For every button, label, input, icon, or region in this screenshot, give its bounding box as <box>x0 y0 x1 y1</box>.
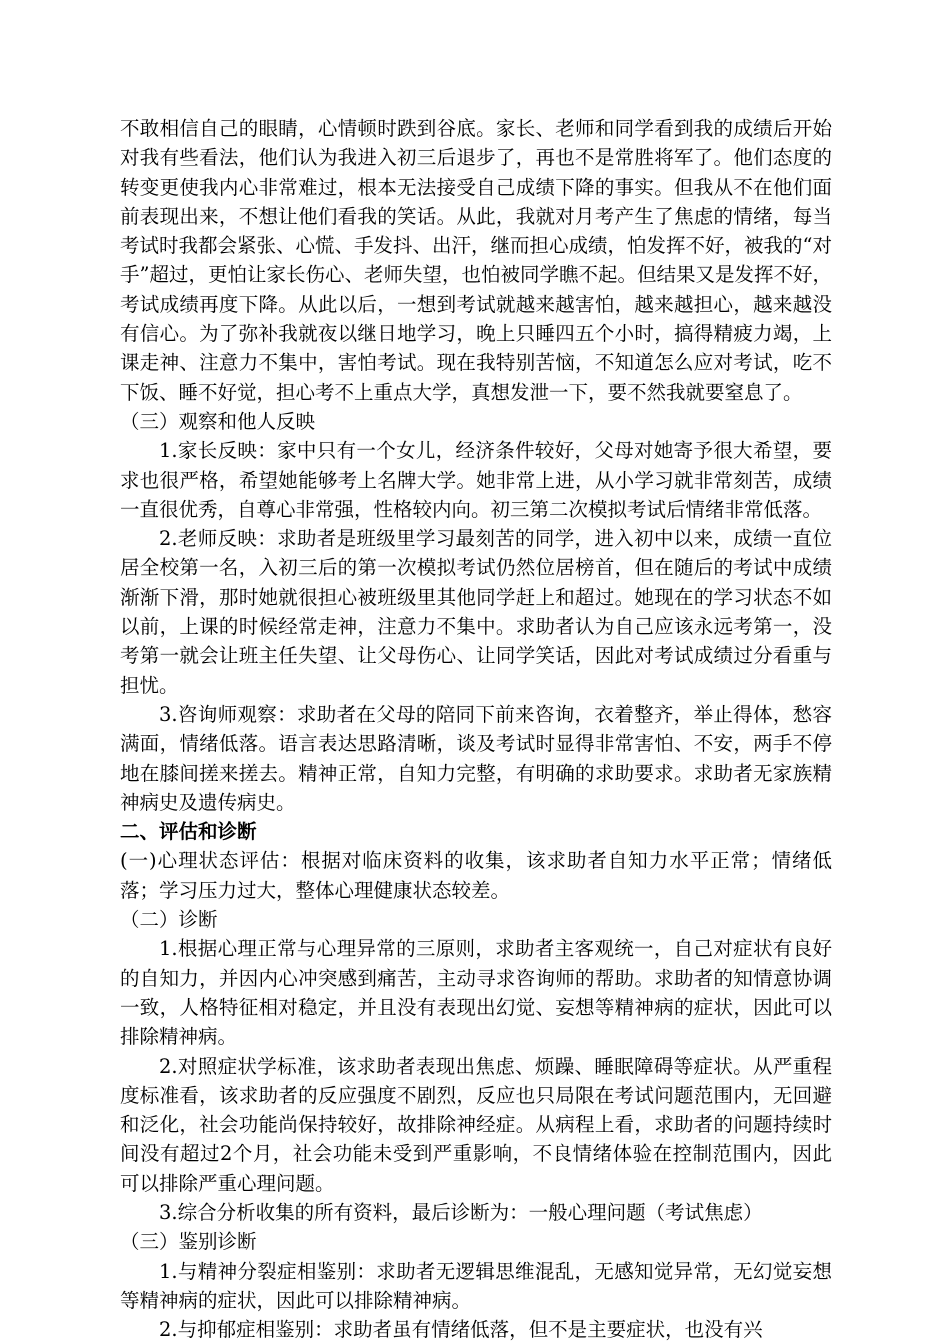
section-heading-assessment: 二、评估和诊断 <box>120 820 257 844</box>
paragraph-diagnosis-1: 1.根据心理正常与心理异常的三原则，求助者主客观统一，自己对症状有良好的自知力，并因内心冲突感到痛苦，主动寻求咨询师的帮助。求助者的知情意协调一致，人格特征相对稳定，并且没有表现出幻觉、妄想等精神病的症状，因此可以排除精神病。 <box>120 937 832 1049</box>
paragraph-narrative: 不敢相信自己的眼睛，心情顿时跌到谷底。家长、老师和同学看到我的成绩后开始对我有些看法，他们认为我进入初三后退步了，再也不是常胜将军了。他们态度的转变更使我内心非常难过，根本无法接受自己成绩下降的事实。但我从不在他们面前表现出来，不想让他们看我的笑话。从此，我就对月考产生了焦虑的情绪，每当考试时我都会紧张、心慌、手发抖、出汗，继而担心成绩，怕发挥不好，被我的“对手”超过，更怕让家长伤心、老师失望，也怕被同学瞧不起。但结果又是发挥不好，考试成绩再度下降。从此以后，一想到考试就越来越害怕，越来越担心，越来越没有信心。为了弥补我就夜以继日地学习，晚上只睡四五个小时，搞得精疲力竭，上课走神、注意力不集中，害怕考试。现在我特别苦恼，不知道怎么应对考试，吃不下饭、睡不好觉，担心考不上重点大学，真想发泄一下，要不然我就要窒息了。 <box>120 117 832 404</box>
paragraph-diagnosis-2: 2.对照症状学标准，该求助者表现出焦虑、烦躁、睡眠障碍等症状。从严重程度标准看，该求助者的反应强度不剧烈，反应也只局限在考试问题范围内，无回避和泛化，社会功能尚保持较好，故排除神经症。从病程上看，求助者的问题持续时间没有超过2个月，社会功能未受到严重影响，不良情绪体验在控制范围内，因此可以排除严重心理问题。 <box>120 1054 832 1195</box>
paragraph-teacher-report: 2.老师反映：求助者是班级里学习最刻苦的同学，进入初中以来，成绩一直位居全校第一名，入初三后的第一次模拟考试仍然位居榜首，但在随后的考试中成绩渐渐下滑，那时她就很担心被班级里其他同学赶上和超过。她现在的学习状态不如以前，上课的时候经常走神，注意力不集中。求助者认为自己应该永远考第一，没考第一就会让班主任失望、让父母伤心、让同学笑话，因此对考试成绩过分看重与担忧。 <box>120 527 832 697</box>
paragraph-parent-report: 1.家长反映：家中只有一个女儿，经济条件较好，父母对她寄予很大希望，要求也很严格，希望她能够考上名牌大学。她非常上进，从小学习就非常刻苦，成绩一直很优秀，自尊心非常强，性格较内向。初三第二次模拟考试后情绪非常低落。 <box>120 439 832 521</box>
section-heading-diagnosis: （二）诊断 <box>120 908 218 932</box>
section-heading-observation: （三）观察和他人反映 <box>120 409 316 433</box>
paragraph-counselor-observation: 3.咨询师观察：求助者在父母的陪同下前来咨询，衣着整齐，举止得体，愁容满面，情绪低落。语言表达思路清晰，谈及考试时显得非常害怕、不安，两手不停地在膝间搓来搓去。精神正常，自知力完整，有明确的求助要求。求助者无家族精神病史及遗传病史。 <box>120 702 832 814</box>
paragraph-diagnosis-3: 3.综合分析收集的所有资料，最后诊断为：一般心理问题（考试焦虑） <box>159 1200 763 1224</box>
paragraph-differential-1: 1.与精神分裂症相鉴别：求助者无逻辑思维混乱，无感知觉异常，无幻觉妄想等精神病的症状，因此可以排除精神病。 <box>120 1259 832 1312</box>
document-page <box>120 114 832 1344</box>
section-heading-differential: （三）鉴别诊断 <box>120 1230 257 1254</box>
paragraph-differential-2: 2.与抑郁症相鉴别：求助者虽有情绪低落，但不是主要症状，也没有兴 <box>159 1318 763 1342</box>
paragraph-state-assessment: (一)心理状态评估：根据对临床资料的收集，该求助者自知力水平正常；情绪低落；学习压力过大，整体心理健康状态较差。 <box>120 849 832 902</box>
